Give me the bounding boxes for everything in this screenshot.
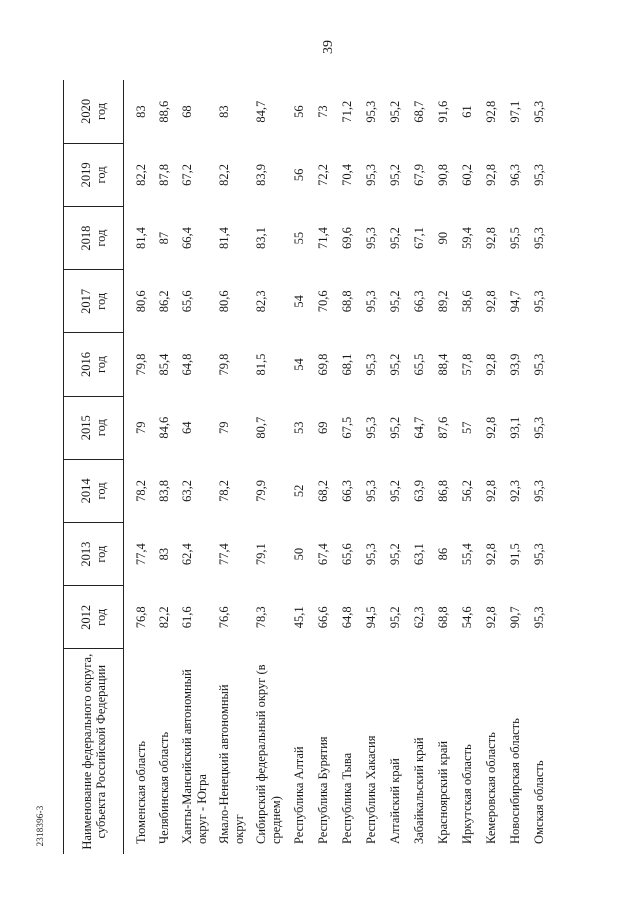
value-cell: 92,8 xyxy=(483,606,498,629)
header-year-word: год xyxy=(93,545,108,563)
region-name-cell: Новосибирская область xyxy=(507,718,522,844)
value-cell: 86,8 xyxy=(435,479,450,502)
value-cell: 54,6 xyxy=(459,606,474,629)
value-cell: 71,2 xyxy=(339,100,354,123)
value-cell: 82,2 xyxy=(216,163,231,186)
value-cell: 59,4 xyxy=(459,227,474,250)
value-cell: 90,7 xyxy=(507,606,522,629)
value-cell: 66,6 xyxy=(315,606,330,629)
table-row xyxy=(361,80,385,854)
value-cell: 79,1 xyxy=(253,543,268,566)
document-code: 2318396-3 xyxy=(35,805,45,847)
value-cell: 95,2 xyxy=(387,606,402,629)
value-cell: 92,8 xyxy=(483,227,498,250)
header-year-2015 xyxy=(64,396,124,459)
value-cell: 68,8 xyxy=(435,606,450,629)
value-cell: 79,9 xyxy=(253,479,268,502)
value-cell: 58,6 xyxy=(459,290,474,313)
table-body xyxy=(124,80,553,854)
value-cell: 68,7 xyxy=(411,100,426,123)
region-name-cell: Сибирский федеральный округ (в среднем) xyxy=(253,664,283,844)
value-cell: 95,2 xyxy=(387,416,402,439)
region-name-cell: Алтайский край xyxy=(387,758,402,844)
header-year-word: год xyxy=(93,166,108,184)
value-cell: 82,2 xyxy=(156,606,171,629)
value-cell: 92,8 xyxy=(483,353,498,376)
value-cell: 63,1 xyxy=(411,543,426,566)
value-cell: 80,7 xyxy=(253,416,268,439)
value-cell: 63,9 xyxy=(411,479,426,502)
value-cell: 66,3 xyxy=(411,290,426,313)
table-row xyxy=(337,80,361,854)
region-name-cell: Иркутская область xyxy=(459,744,474,844)
value-cell: 95,3 xyxy=(363,479,378,502)
value-cell: 60,2 xyxy=(459,163,474,186)
value-cell: 62,3 xyxy=(411,606,426,629)
value-cell: 68 xyxy=(179,105,194,118)
value-cell: 95,3 xyxy=(363,163,378,186)
value-cell: 52 xyxy=(291,484,306,498)
region-name-cell: Республика Алтай xyxy=(291,746,306,844)
value-cell: 54 xyxy=(291,358,306,371)
value-cell: 90,8 xyxy=(435,163,450,186)
value-cell: 95,2 xyxy=(387,290,402,313)
value-cell: 65,6 xyxy=(179,290,194,313)
value-cell: 92,8 xyxy=(483,479,498,502)
value-cell: 78,2 xyxy=(216,479,231,502)
value-cell: 82,2 xyxy=(134,163,148,186)
value-cell: 95,3 xyxy=(531,163,546,186)
table-row xyxy=(289,80,313,854)
value-cell: 67,1 xyxy=(411,227,426,250)
value-cell: 73 xyxy=(315,105,330,118)
value-cell: 69 xyxy=(315,421,330,434)
value-cell: 95,3 xyxy=(363,100,378,123)
value-cell: 95,3 xyxy=(363,227,378,250)
header-year-value: 2013 xyxy=(78,541,93,567)
value-cell: 95,5 xyxy=(507,227,522,250)
value-cell: 95,3 xyxy=(363,543,378,566)
value-cell: 95,3 xyxy=(531,353,546,376)
value-cell: 45,1 xyxy=(291,606,306,629)
value-cell: 83,1 xyxy=(253,227,268,250)
value-cell: 80,6 xyxy=(216,290,231,313)
header-year-word: год xyxy=(93,419,108,437)
value-cell: 93,9 xyxy=(507,353,522,376)
value-cell: 67,4 xyxy=(315,543,330,566)
value-cell: 70,6 xyxy=(315,290,330,313)
header-name-column: Наименование федерального округа, субъекта Российской Федерации xyxy=(64,649,124,854)
table-row xyxy=(154,80,178,854)
value-cell: 79,8 xyxy=(134,353,148,376)
value-cell: 68,8 xyxy=(339,290,354,313)
value-cell: 78,2 xyxy=(134,479,148,502)
header-year-2016 xyxy=(64,333,124,396)
value-cell: 69,8 xyxy=(315,353,330,376)
value-cell: 83 xyxy=(216,105,231,118)
table-row xyxy=(178,80,215,854)
header-year-word: год xyxy=(93,482,108,500)
value-cell: 81,4 xyxy=(216,227,231,250)
value-cell: 81,5 xyxy=(253,353,268,376)
value-cell: 69,6 xyxy=(339,227,354,250)
value-cell: 89,2 xyxy=(435,290,450,313)
header-year-value: 2015 xyxy=(78,415,93,441)
value-cell: 92,3 xyxy=(507,479,522,502)
value-cell: 87,8 xyxy=(156,163,171,186)
value-cell: 95,2 xyxy=(387,163,402,186)
table-row xyxy=(433,80,457,854)
value-cell: 67,5 xyxy=(339,416,354,439)
page-number: 39 xyxy=(321,40,336,54)
value-cell: 79 xyxy=(216,421,231,434)
value-cell: 79,8 xyxy=(216,353,231,376)
value-cell: 96,3 xyxy=(507,163,522,186)
header-year-value: 2012 xyxy=(78,604,93,630)
region-name-cell: Омская область xyxy=(531,760,546,844)
region-name-cell: Республика Хакасия xyxy=(363,735,378,844)
value-cell: 64,8 xyxy=(339,606,354,629)
value-cell: 93,1 xyxy=(507,416,522,439)
value-cell: 72,2 xyxy=(315,163,330,186)
header-year-word: год xyxy=(93,102,108,120)
value-cell: 95,3 xyxy=(531,416,546,439)
value-cell: 86,2 xyxy=(156,290,171,313)
header-year-word: год xyxy=(93,292,108,310)
value-cell: 82,3 xyxy=(253,290,268,313)
value-cell: 55,4 xyxy=(459,543,474,566)
value-cell: 63,2 xyxy=(179,479,194,502)
table-row xyxy=(385,80,409,854)
value-cell: 90 xyxy=(435,231,450,245)
value-cell: 95,3 xyxy=(531,290,546,313)
table-row xyxy=(252,80,289,854)
header-year-value: 2020 xyxy=(78,98,93,124)
header-year-word: год xyxy=(93,355,108,374)
value-cell: 64,7 xyxy=(411,416,426,439)
region-name-cell: Челябинская область xyxy=(156,731,171,844)
value-cell: 85,4 xyxy=(156,353,171,376)
value-cell: 55 xyxy=(291,231,306,245)
value-cell: 50 xyxy=(291,547,306,561)
header-year-value: 2014 xyxy=(78,478,93,504)
value-cell: 95,2 xyxy=(387,227,402,250)
value-cell: 76,8 xyxy=(134,606,148,629)
value-cell: 95,3 xyxy=(531,606,546,629)
header-year-2018 xyxy=(64,207,124,270)
value-cell: 84,6 xyxy=(156,416,171,439)
value-cell: 95,3 xyxy=(531,227,546,250)
value-cell: 78,3 xyxy=(253,606,268,629)
region-name-cell: Республика Бурятия xyxy=(315,736,330,844)
table-row xyxy=(313,80,337,854)
header-year-2019 xyxy=(64,143,124,206)
value-cell: 68,1 xyxy=(339,353,354,376)
value-cell: 92,8 xyxy=(483,290,498,313)
value-cell: 66,3 xyxy=(339,479,354,502)
value-cell: 57 xyxy=(459,421,474,434)
value-cell: 95,3 xyxy=(531,479,546,502)
header-year-value: 2018 xyxy=(78,225,93,251)
value-cell: 80,6 xyxy=(134,290,148,313)
value-cell: 67,2 xyxy=(179,163,194,186)
value-cell: 88,4 xyxy=(435,353,450,376)
header-year-value: 2017 xyxy=(78,288,93,314)
value-cell: 91,6 xyxy=(435,100,450,123)
value-cell: 87,6 xyxy=(435,416,450,439)
table-row xyxy=(457,80,481,854)
value-cell: 94,7 xyxy=(507,290,522,313)
region-name-cell: Республика Тыва xyxy=(339,752,354,844)
region-name-cell: Ямало-Ненецкий автономный округ xyxy=(216,684,246,844)
value-cell: 86 xyxy=(435,547,450,561)
table-row xyxy=(409,80,433,854)
header-year-2014 xyxy=(64,459,124,522)
value-cell: 68,2 xyxy=(315,479,330,502)
value-cell: 64 xyxy=(179,421,194,434)
value-cell: 56 xyxy=(291,105,306,118)
header-year-word: год xyxy=(93,229,108,247)
value-cell: 83,9 xyxy=(253,163,268,186)
region-name-cell: Ханты-Мансийский автономный округ - Югра xyxy=(179,669,209,844)
header-year-2012 xyxy=(64,586,124,649)
value-cell: 81,4 xyxy=(134,227,148,250)
value-cell: 65,5 xyxy=(411,353,426,376)
value-cell: 95,2 xyxy=(387,353,402,376)
table-row xyxy=(124,80,154,854)
data-table xyxy=(63,80,553,854)
value-cell: 84,7 xyxy=(253,100,268,123)
value-cell: 95,3 xyxy=(363,290,378,313)
value-cell: 92,8 xyxy=(483,163,498,186)
value-cell: 56,2 xyxy=(459,479,474,502)
value-cell: 77,4 xyxy=(134,543,148,566)
value-cell: 92,8 xyxy=(483,416,498,439)
table-row xyxy=(505,80,529,854)
value-cell: 54 xyxy=(291,295,306,308)
table-row xyxy=(481,80,505,854)
value-cell: 71,4 xyxy=(315,227,330,250)
value-cell: 83 xyxy=(134,105,148,118)
header-year-2020 xyxy=(64,80,124,143)
value-cell: 95,2 xyxy=(387,479,402,502)
value-cell: 95,2 xyxy=(387,100,402,123)
value-cell: 88,6 xyxy=(156,100,171,123)
header-year-2013 xyxy=(64,523,124,586)
rotated-table-container xyxy=(63,80,572,854)
value-cell: 77,4 xyxy=(216,543,231,566)
header-year-2017 xyxy=(64,270,124,333)
value-cell: 53 xyxy=(291,421,306,434)
table-row xyxy=(215,80,252,854)
value-cell: 92,8 xyxy=(483,100,498,123)
header-year-value: 2016 xyxy=(78,352,93,378)
value-cell: 83,8 xyxy=(156,479,171,502)
value-cell: 91,5 xyxy=(507,543,522,566)
value-cell: 76,6 xyxy=(216,606,231,629)
value-cell: 95,3 xyxy=(363,353,378,376)
value-cell: 79 xyxy=(134,421,148,434)
value-cell: 95,3 xyxy=(531,100,546,123)
value-cell: 56 xyxy=(291,168,306,182)
value-cell: 95,3 xyxy=(531,543,546,566)
value-cell: 87 xyxy=(156,231,171,245)
header-year-word: год xyxy=(93,608,108,626)
value-cell: 65,6 xyxy=(339,543,354,566)
header-year-value: 2019 xyxy=(78,162,93,188)
region-name-cell: Кемеровская область xyxy=(483,732,498,844)
value-cell: 83 xyxy=(156,547,171,561)
value-cell: 61 xyxy=(459,105,474,118)
region-name-cell: Тюменская область xyxy=(134,741,148,844)
value-cell: 66,4 xyxy=(179,227,194,250)
value-cell: 64,8 xyxy=(179,353,194,376)
value-cell: 62,4 xyxy=(179,543,194,566)
value-cell: 97,1 xyxy=(507,100,522,123)
value-cell: 95,2 xyxy=(387,543,402,566)
value-cell: 61,6 xyxy=(179,606,194,629)
value-cell: 92,8 xyxy=(483,543,498,566)
value-cell: 95,3 xyxy=(363,416,378,439)
region-name-cell: Забайкальский край xyxy=(411,737,426,844)
table-row xyxy=(529,80,553,854)
value-cell: 67,9 xyxy=(411,163,426,186)
value-cell: 94,5 xyxy=(363,606,378,629)
value-cell: 57,8 xyxy=(459,353,474,376)
header-row xyxy=(64,80,124,854)
region-name-cell: Красноярский край xyxy=(435,740,450,844)
value-cell: 70,4 xyxy=(339,163,354,186)
